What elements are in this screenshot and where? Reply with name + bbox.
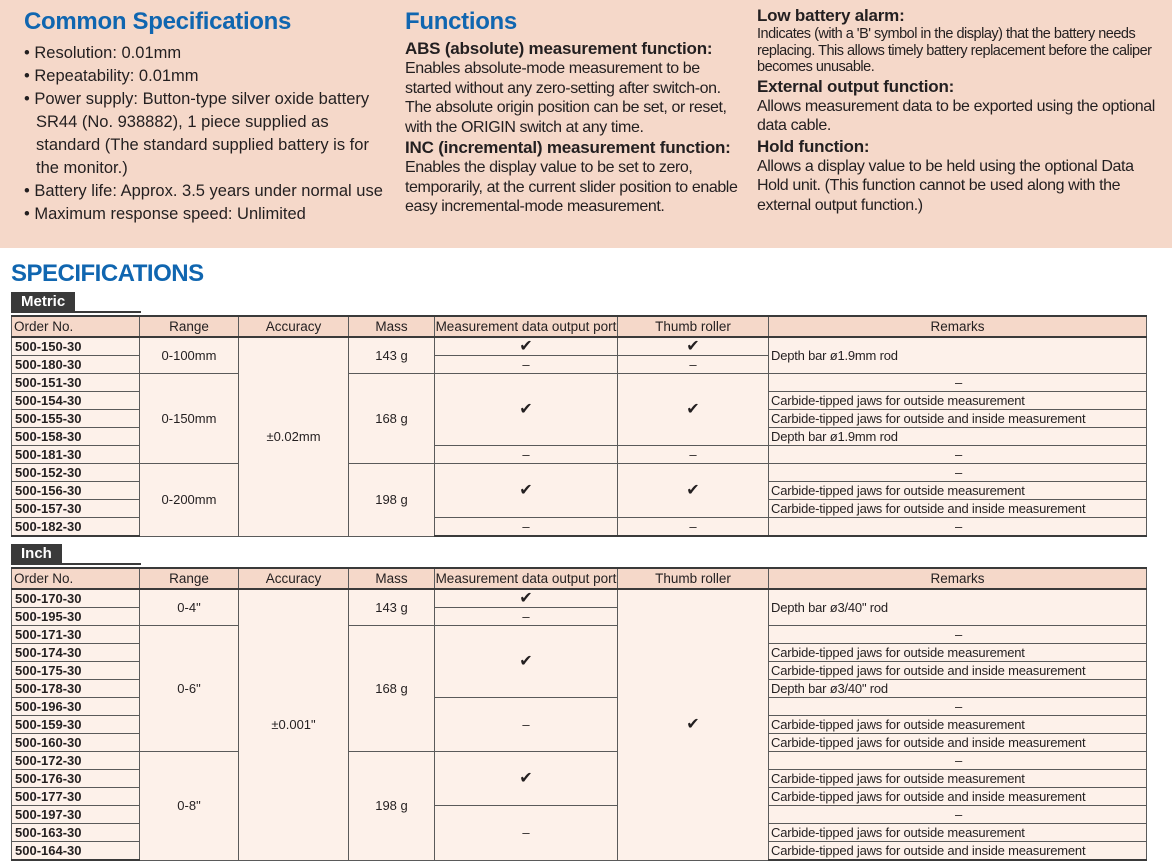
order-no: 500-152-30 — [12, 464, 140, 482]
accuracy-cell: ±0.02mm — [239, 337, 349, 536]
order-no: 500-196-30 — [12, 698, 140, 716]
header-thumb: Thumb roller — [618, 568, 769, 589]
remark-cell: Carbide-tipped jaws for outside and inside measurement — [769, 734, 1147, 752]
order-no: 500-164-30 — [12, 842, 140, 861]
mass-cell: 143 g — [349, 589, 435, 626]
range-cell: 0-100mm — [140, 337, 239, 374]
header-order: Order No. — [12, 316, 140, 337]
table-row — [12, 464, 1147, 482]
check-icon: ✔ — [618, 464, 769, 518]
hold-heading: Hold function: — [757, 136, 870, 156]
order-no: 500-176-30 — [12, 770, 140, 788]
specifications-title: SPECIFICATIONS — [11, 260, 204, 287]
ext-text: Allows measurement data to be exported using the optional data cable. — [757, 97, 1155, 134]
remark-cell: – — [769, 446, 1147, 464]
common-title: Common Specifications — [24, 8, 292, 35]
remark-cell: – — [769, 374, 1147, 392]
inc-heading: INC (incremental) measurement function: — [405, 138, 731, 157]
metric-label: Metric — [11, 292, 141, 313]
inc-text: Enables the display value to be set to zero, temporarily, at the current slider position to enable easy incremental-mode measurement. — [405, 159, 738, 215]
remark-cell: Depth bar ø3/40" rod — [769, 680, 1147, 698]
remark-cell: Carbide-tipped jaws for outside measurement — [769, 644, 1147, 662]
remark-cell: Carbide-tipped jaws for outside and inside measurement — [769, 500, 1147, 518]
order-no: 500-160-30 — [12, 734, 140, 752]
remark-cell: – — [769, 518, 1147, 537]
dash-cell: – — [435, 518, 618, 537]
check-icon: ✔ — [618, 589, 769, 860]
spec-item: • Repeatability: 0.01mm — [24, 65, 384, 88]
functions-title: Functions — [405, 8, 517, 35]
metric-table — [11, 315, 1147, 537]
range-cell: 0-150mm — [140, 374, 239, 464]
range-cell: 0-4" — [140, 589, 239, 626]
remark-cell: Carbide-tipped jaws for outside and inside measurement — [769, 842, 1147, 861]
dash-cell: – — [618, 446, 769, 464]
mass-cell: 198 g — [349, 464, 435, 537]
abs-text: Enables absolute-mode measurement to be started without any zero-setting after switch-on. The absolute origin position can be set, or reset, with the ORIGIN switch at any time. — [405, 60, 727, 136]
order-no: 500-150-30 — [12, 337, 140, 356]
hold-text: Allows a display value to be held using the optional Data Hold unit. (This function cannot be used along with the external output function.) — [757, 157, 1134, 214]
check-icon: ✔ — [618, 374, 769, 446]
mass-cell: 198 g — [349, 752, 435, 861]
dash-cell: – — [435, 806, 618, 861]
abs-heading: ABS (absolute) measurement function: — [405, 39, 713, 58]
functions — [405, 6, 745, 217]
table-row — [12, 589, 1147, 608]
accuracy-cell: ±0.001" — [239, 589, 349, 860]
mass-cell: 168 g — [349, 626, 435, 752]
mass-cell: 143 g — [349, 337, 435, 374]
remark-cell: – — [769, 806, 1147, 824]
functions-continued — [757, 6, 1167, 215]
inch-table — [11, 567, 1147, 861]
header-order: Order No. — [12, 568, 140, 589]
header-remarks: Remarks — [769, 316, 1147, 337]
header-remarks: Remarks — [769, 568, 1147, 589]
order-no: 500-171-30 — [12, 626, 140, 644]
order-no: 500-174-30 — [12, 644, 140, 662]
remark-cell: Depth bar ø1.9mm rod — [769, 337, 1147, 374]
check-icon: ✔ — [435, 589, 618, 608]
order-no: 500-163-30 — [12, 824, 140, 842]
remark-cell: Depth bar ø3/40" rod — [769, 589, 1147, 626]
common-list — [24, 42, 384, 226]
check-icon: ✔ — [435, 626, 618, 698]
check-icon: ✔ — [435, 337, 618, 356]
common-specifications — [24, 6, 384, 226]
dash-cell: – — [435, 698, 618, 752]
remark-cell: Carbide-tipped jaws for outside measurement — [769, 716, 1147, 734]
order-no: 500-182-30 — [12, 518, 140, 537]
spec-item: • Resolution: 0.01mm — [24, 42, 384, 65]
order-no: 500-172-30 — [12, 752, 140, 770]
order-no: 500-159-30 — [12, 716, 140, 734]
header-port: Measurement data output port — [435, 316, 618, 337]
alarm-heading: Low battery alarm: — [757, 6, 905, 25]
dash-cell: – — [435, 356, 618, 374]
order-no: 500-175-30 — [12, 662, 140, 680]
header-thumb: Thumb roller — [618, 316, 769, 337]
range-cell: 0-8" — [140, 752, 239, 861]
spec-item: • Power supply: Button-type silver oxide battery SR44 (No. 938882), 1 piece supplied as standard (The standard supplied battery is for the monitor.) — [24, 88, 384, 180]
header-mass: Mass — [349, 316, 435, 337]
table-header-row — [12, 316, 1147, 337]
header-port: Measurement data output port — [435, 568, 618, 589]
remark-cell: Carbide-tipped jaws for outside and inside measurement — [769, 410, 1147, 428]
table-row — [12, 374, 1147, 392]
order-no: 500-155-30 — [12, 410, 140, 428]
check-icon: ✔ — [435, 752, 618, 806]
spec-item: • Battery life: Approx. 3.5 years under normal use — [24, 180, 384, 203]
table-row — [12, 752, 1147, 770]
order-no: 500-154-30 — [12, 392, 140, 410]
ext-heading: External output function: — [757, 76, 955, 96]
table-header-row — [12, 568, 1147, 589]
remark-cell: – — [769, 464, 1147, 482]
order-no: 500-157-30 — [12, 500, 140, 518]
spec-item: • Maximum response speed: Unlimited — [24, 203, 384, 226]
table-row — [12, 626, 1147, 644]
order-no: 500-197-30 — [12, 806, 140, 824]
table-row — [12, 337, 1147, 356]
header-range: Range — [140, 316, 239, 337]
alarm-text: Indicates (with a 'B' symbol in the display) that the battery needs replacing. This allows timely battery replacement before the caliper becomes unusable. — [757, 26, 1152, 75]
info-panel — [0, 0, 1172, 248]
order-no: 500-156-30 — [12, 482, 140, 500]
remark-cell: Carbide-tipped jaws for outside measurement — [769, 824, 1147, 842]
order-no: 500-170-30 — [12, 589, 140, 608]
order-no: 500-177-30 — [12, 788, 140, 806]
range-cell: 0-200mm — [140, 464, 239, 537]
remark-cell: Depth bar ø1.9mm rod — [769, 428, 1147, 446]
order-no: 500-158-30 — [12, 428, 140, 446]
order-no: 500-195-30 — [12, 608, 140, 626]
dash-cell: – — [618, 356, 769, 374]
header-mass: Mass — [349, 568, 435, 589]
remark-cell: Carbide-tipped jaws for outside measurement — [769, 482, 1147, 500]
check-icon: ✔ — [618, 337, 769, 356]
remark-cell: – — [769, 626, 1147, 644]
order-no: 500-181-30 — [12, 446, 140, 464]
order-no: 500-151-30 — [12, 374, 140, 392]
order-no: 500-180-30 — [12, 356, 140, 374]
dash-cell: – — [618, 518, 769, 537]
remark-cell: Carbide-tipped jaws for outside and inside measurement — [769, 788, 1147, 806]
remark-cell: – — [769, 698, 1147, 716]
header-accuracy: Accuracy — [239, 568, 349, 589]
mass-cell: 168 g — [349, 374, 435, 464]
dash-cell: – — [435, 446, 618, 464]
remark-cell: Carbide-tipped jaws for outside measurement — [769, 770, 1147, 788]
range-cell: 0-6" — [140, 626, 239, 752]
order-no: 500-178-30 — [12, 680, 140, 698]
remark-cell: – — [769, 752, 1147, 770]
header-range: Range — [140, 568, 239, 589]
remark-cell: Carbide-tipped jaws for outside measurement — [769, 392, 1147, 410]
check-icon: ✔ — [435, 464, 618, 518]
inch-label: Inch — [11, 544, 141, 565]
header-accuracy: Accuracy — [239, 316, 349, 337]
check-icon: ✔ — [435, 374, 618, 446]
remark-cell: Carbide-tipped jaws for outside and inside measurement — [769, 662, 1147, 680]
dash-cell: – — [435, 608, 618, 626]
